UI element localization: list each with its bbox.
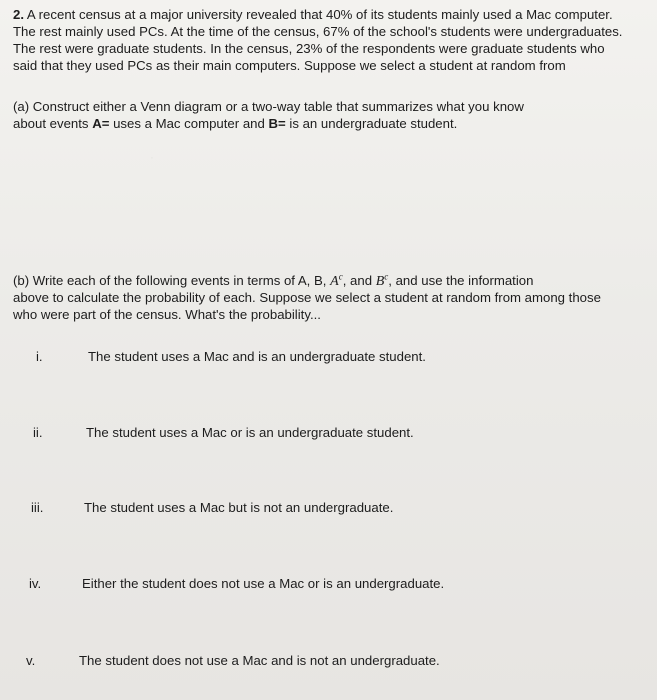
question-number: ii. — [33, 425, 43, 440]
bleed-through-marks: · — [150, 150, 154, 164]
question-number: iii. — [31, 500, 44, 515]
problem-intro-line-2: The rest mainly used PCs. At the time of the census, 67% of the school's students were undergraduates. — [13, 24, 623, 39]
part-b-line-2: above to calculate the probability of each. Suppose we select a student at random from among those — [13, 290, 601, 305]
question-number: i. — [36, 349, 43, 364]
part-b-line-3: who were part of the census. What's the probability... — [13, 307, 321, 322]
symbol-b-complement: $B^c$ — [375, 271, 389, 289]
part-b-line-1: (b) Write each of the following events in terms of A, B, $A^c$, and $B^c$, and use the information — [13, 271, 534, 289]
problem-number: 2. — [13, 7, 24, 22]
event-b-label: B= — [268, 116, 286, 131]
question-number: v. — [26, 653, 36, 668]
problem-intro-line-3: The rest were graduate students. In the census, 23% of the respondents were graduate students who — [13, 41, 605, 56]
question-text: The student does not use a Mac and is not an undergraduate. — [79, 653, 440, 668]
question-text: The student uses a Mac or is an undergraduate student. — [86, 425, 414, 440]
question-number: iv. — [29, 576, 42, 591]
symbol-a-complement: $A^c$ — [330, 271, 343, 289]
question-text: The student uses a Mac but is not an undergraduate. — [84, 500, 394, 515]
part-a-line-1: (a) Construct either a Venn diagram or a two-way table that summarizes what you know — [13, 99, 524, 114]
question-text: Either the student does not use a Mac or is an undergraduate. — [82, 576, 445, 591]
problem-intro-line-4: said that they used PCs as their main computers. Suppose we select a student at random from — [13, 58, 566, 73]
part-a-line-2: about events A= uses a Mac computer and B= is an undergraduate student. — [13, 116, 458, 131]
question-text: The student uses a Mac and is an undergraduate student. — [88, 349, 426, 364]
problem-intro-line-1: 2. A recent census at a major university revealed that 40% of its students mainly used a Mac computer. — [13, 7, 613, 22]
event-a-label: A= — [92, 116, 110, 131]
